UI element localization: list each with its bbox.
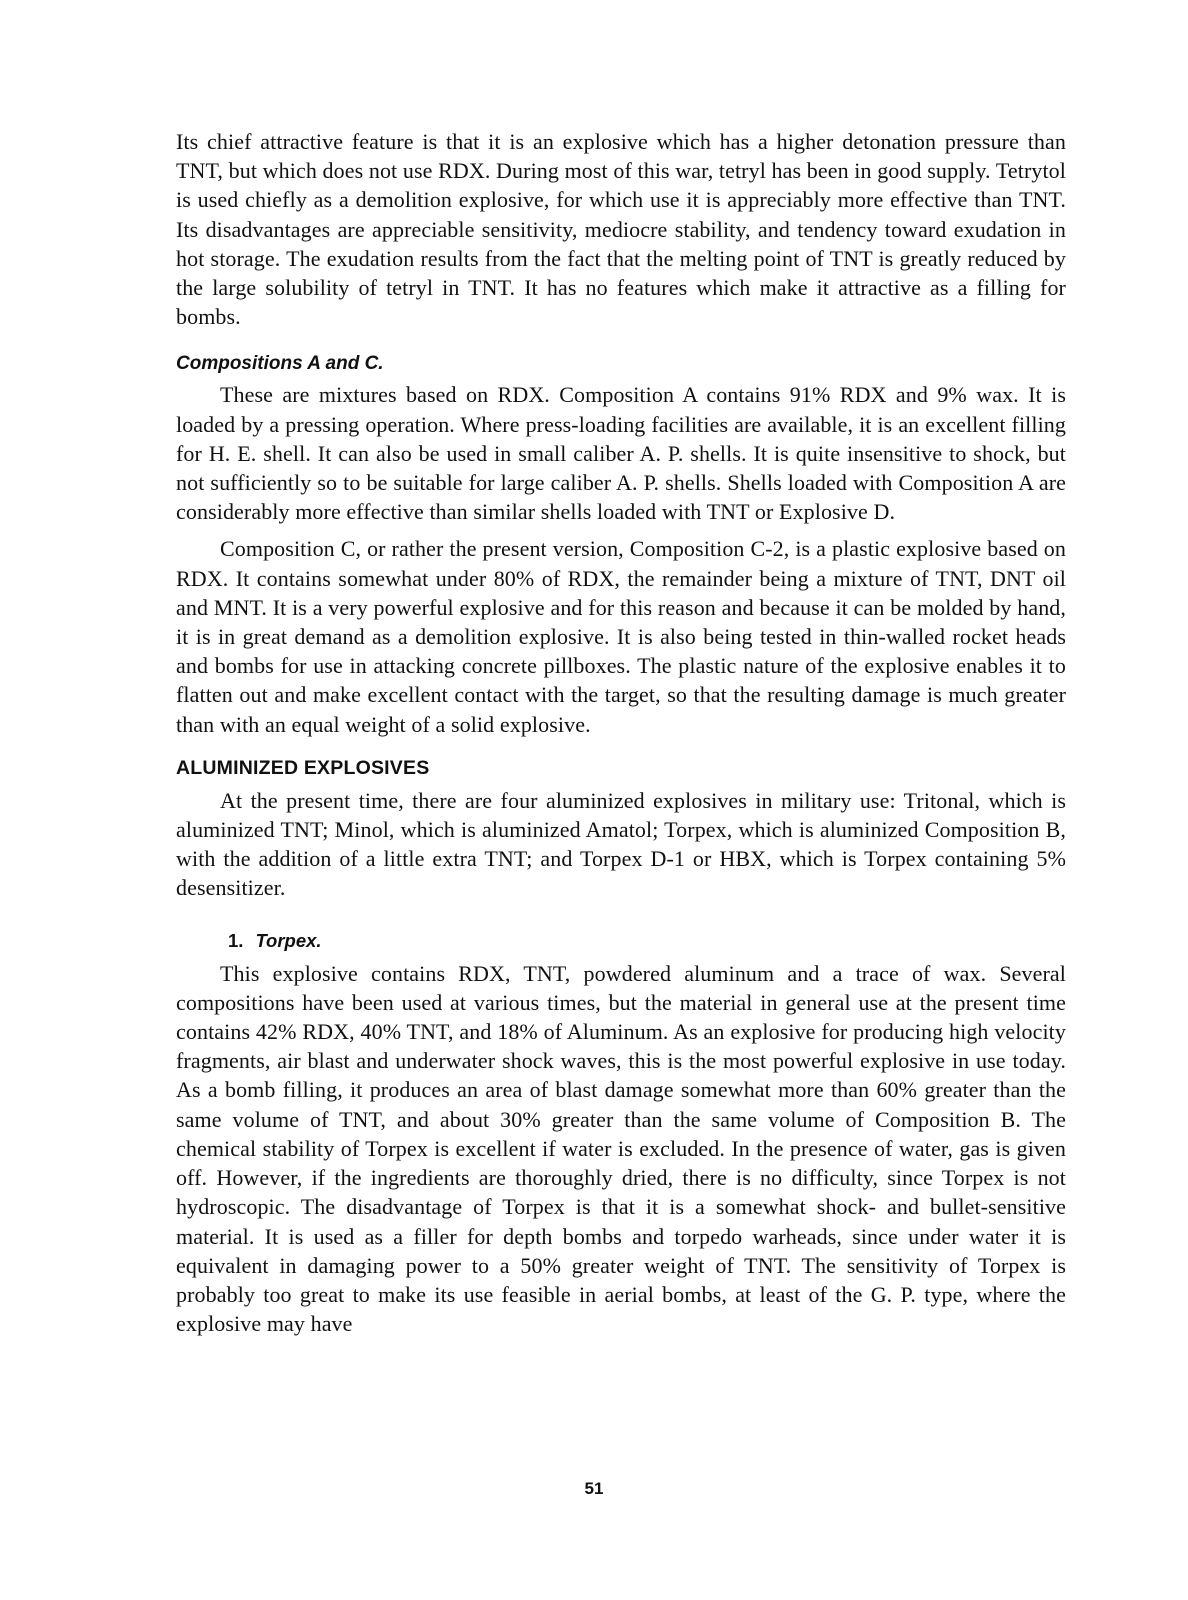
- paragraph-aluminized-intro: At the present time, there are four aluminized explosives in military use: Tritonal, which is aluminized TNT; Minol, which is aluminized Amatol; Torpex, which is aluminized Composition B, with the addition of a little extra TNT; and Torpex D-1 or HBX, which is Torpex containing 5% desensitizer.: [176, 787, 1066, 901]
- paragraph-tetrytol: Its chief attractive feature is that it is an explosive which has a higher detonation pressure than TNT, but which does not use RDX. During most of this war, tetryl has been in good supply. Tetrytol is used chiefly as a demolition explosive, for which use it is appreciably more effective than TNT. Its disadvantages are appreciable sensitivity, mediocre stability, and tendency toward exudation in hot storage. The exudation results from the fact that the melting point of TNT is greatly reduced by the large solubility of tetryl in TNT. It has no features which make it attractive as a filling for bombs.: [176, 129, 1066, 330]
- heading-torpex: [176, 929, 1066, 953]
- page-number: 51: [584, 1479, 604, 1498]
- heading-torpex-number: 1.: [228, 929, 244, 951]
- paragraph-composition-c: Composition C, or rather the present version, Composition C-2, is a plastic explosive based on RDX. It contains somewhat under 80% of RDX, the remainder being a mixture of TNT, DNT oil and MNT. It is a very powerful explosive and for this reason and because it can be molded by hand, it is in great demand as a demolition explosive. It is also being tested in thin-walled rocket heads and bombs for use in attacking concrete pillboxes. The plastic nature of the explosive enables it to flatten out and make excellent contact with the target, so that the resulting damage is much greater than with an equal weight of a solid explosive.: [176, 536, 1066, 737]
- document-page: [176, 127, 1066, 1577]
- paragraph-composition-a: These are mixtures based on RDX. Composition A contains 91% RDX and 9% wax. It is loaded by a pressing operation. Where press-loading facilities are available, it is an excellent filling for H. E. shell. It can also be used in small caliber A. P. shells. It is quite insensitive to shock, but not sufficiently so to be suitable for large caliber A. P. shells. Shells loaded with Composition A are considerably more effective than similar shells loaded with TNT or Explosive D.: [176, 382, 1066, 525]
- heading-compositions-a-c: Compositions A and C.: [176, 353, 384, 375]
- heading-aluminized-explosives: ALUMINIZED EXPLOSIVES: [176, 756, 430, 779]
- heading-torpex-title: Torpex.: [255, 929, 322, 951]
- paragraph-torpex: This explosive contains RDX, TNT, powdered aluminum and a trace of wax. Several compositions have been used at various times, but the material in general use at the present time contains 42% RDX, 40% TNT, and 18% of Aluminum. As an explosive for producing high velocity fragments, air blast and underwater shock waves, this is the most powerful explosive in use today. As a bomb filling, it produces an area of blast damage somewhat more than 60% greater than the same volume of TNT, and about 30% greater than the same volume of Composition B. The chemical stability of Torpex is excellent if water is excluded. In the presence of water, gas is given off. However, if the ingredients are thoroughly dried, there is no difficulty, since Torpex is not hydroscopic. The disadvantage of Torpex is that it is a somewhat shock- and bullet-sensitive material. It is used as a filler for depth bombs and torpedo warheads, since under water it is equivalent in damaging power to a 50% greater weight of TNT. The sensitivity of Torpex is probably too great to make its use feasible in aerial bombs, at least of the G. P. type, where the explosive may have: [176, 960, 1066, 1337]
